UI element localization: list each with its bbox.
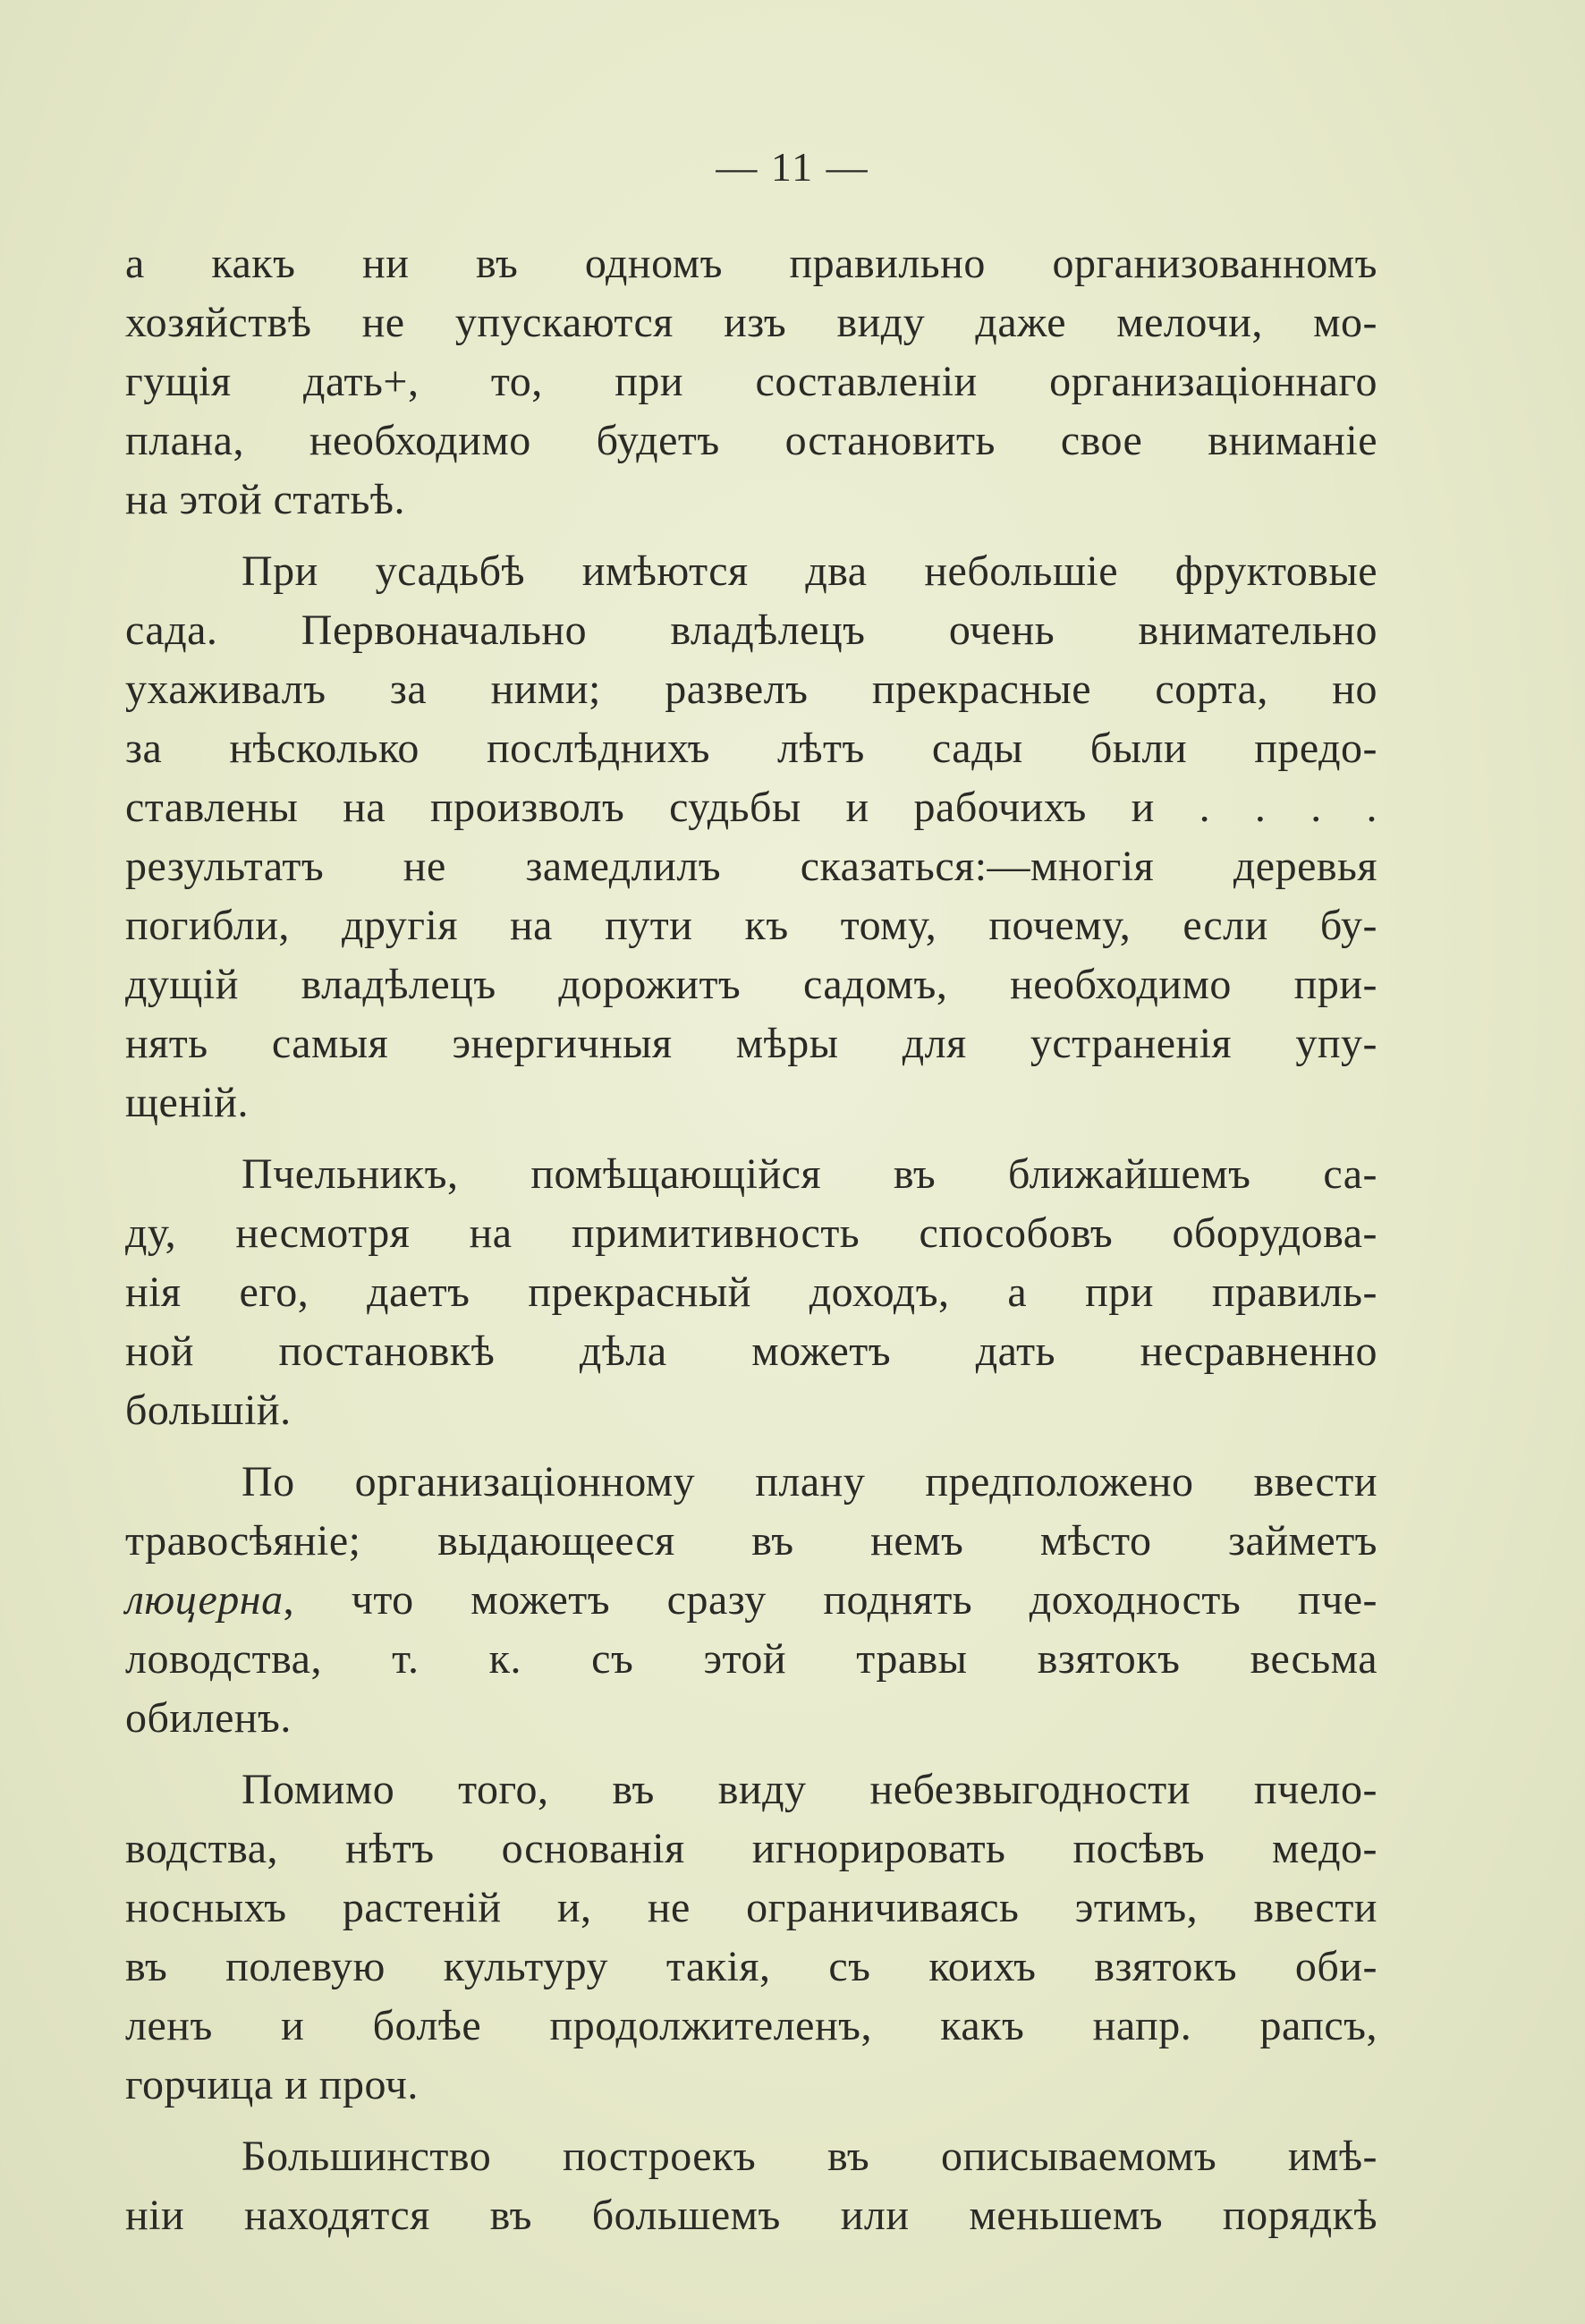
text-line: дущій владѣлецъ дорожитъ садомъ, необходимо при- [125,961,1377,1008]
text-line: ду, несмотря на примитивность способовъ оборудова- [125,1209,1377,1257]
text-line: въ полевую культуру такія, съ коихъ взятокъ оби- [125,1943,1377,1990]
paragraph [125,1760,1377,2115]
text-line: При усадьбѣ имѣются два небольшіе фруктовые [242,547,1377,595]
text-line: горчица и проч. [125,2061,419,2108]
text-line: на этой статьѣ. [125,476,405,523]
text-line: нія его, даетъ прекрасный доходъ, а при правиль- [125,1268,1377,1316]
text-line: люцерна, что можетъ сразу поднять доходность пче- [125,1576,1377,1624]
text-line: ленъ и болѣе продолжителенъ, какъ напр. рапсъ, [125,2002,1377,2049]
paragraph [125,1145,1377,1440]
paragraph [125,1453,1377,1748]
text-line: погибли, другія на пути къ тому, почему, если бу- [125,902,1377,949]
paragraph [125,542,1377,1132]
text-line: травосѣяніе; выдающееся въ немъ мѣсто займетъ [125,1517,1377,1565]
paragraph [125,2127,1377,2245]
text-line: гущія дать+, то, при составленіи организаціоннаго [125,358,1377,405]
page-number: — 11 — [716,144,869,190]
body-text [125,234,1377,2245]
text-line: щеній. [125,1079,249,1126]
paragraph [125,234,1377,530]
text-line: ухаживалъ за ними; развелъ прекрасные сорта, но [125,666,1377,713]
text-line: носныхъ растеній и, не ограничиваясь этимъ, ввести [125,1884,1377,1931]
text-line: Большинство построекъ въ описываемомъ имѣ- [242,2133,1377,2180]
text-line: нять самыя энергичныя мѣры для устраненія упу- [125,1020,1377,1067]
text-line: за нѣсколько послѣднихъ лѣтъ сады были предо- [125,725,1377,772]
text-line: водства, нѣтъ основанія игнорировать посѣвъ медо- [125,1825,1377,1872]
text-line: Пчельникъ, помѣщающійся въ ближайшемъ са- [242,1150,1377,1198]
text-line: плана, необходимо будетъ остановить свое вниманіе [125,417,1377,464]
text-line: Помимо того, въ виду небезвыгодности пчело- [242,1766,1377,1813]
text-line: обиленъ. [125,1694,292,1742]
text-line: а какъ ни въ одномъ правильно организованномъ [125,240,1377,287]
text-line: ной постановкѣ дѣла можетъ дать несравненно [125,1327,1377,1375]
text-line: ставлены на произволъ судьбы и рабочихъ и . . . . [125,784,1377,831]
text-line: хозяйствѣ не упускаются изъ виду даже мелочи, мо- [125,299,1377,346]
text-line: ніи находятся въ большемъ или меньшемъ порядкѣ [125,2192,1377,2239]
text-line: результатъ не замедлилъ сказаться:—многія деревья [125,843,1377,890]
text-line: ловодства, т. к. съ этой травы взятокъ весьма [125,1635,1377,1683]
text-line: большій. [125,1387,292,1434]
text-line: По организаціонному плану предположено ввести [242,1458,1377,1506]
text-line: сада. Первоначально владѣлецъ очень внимательно [125,606,1377,654]
